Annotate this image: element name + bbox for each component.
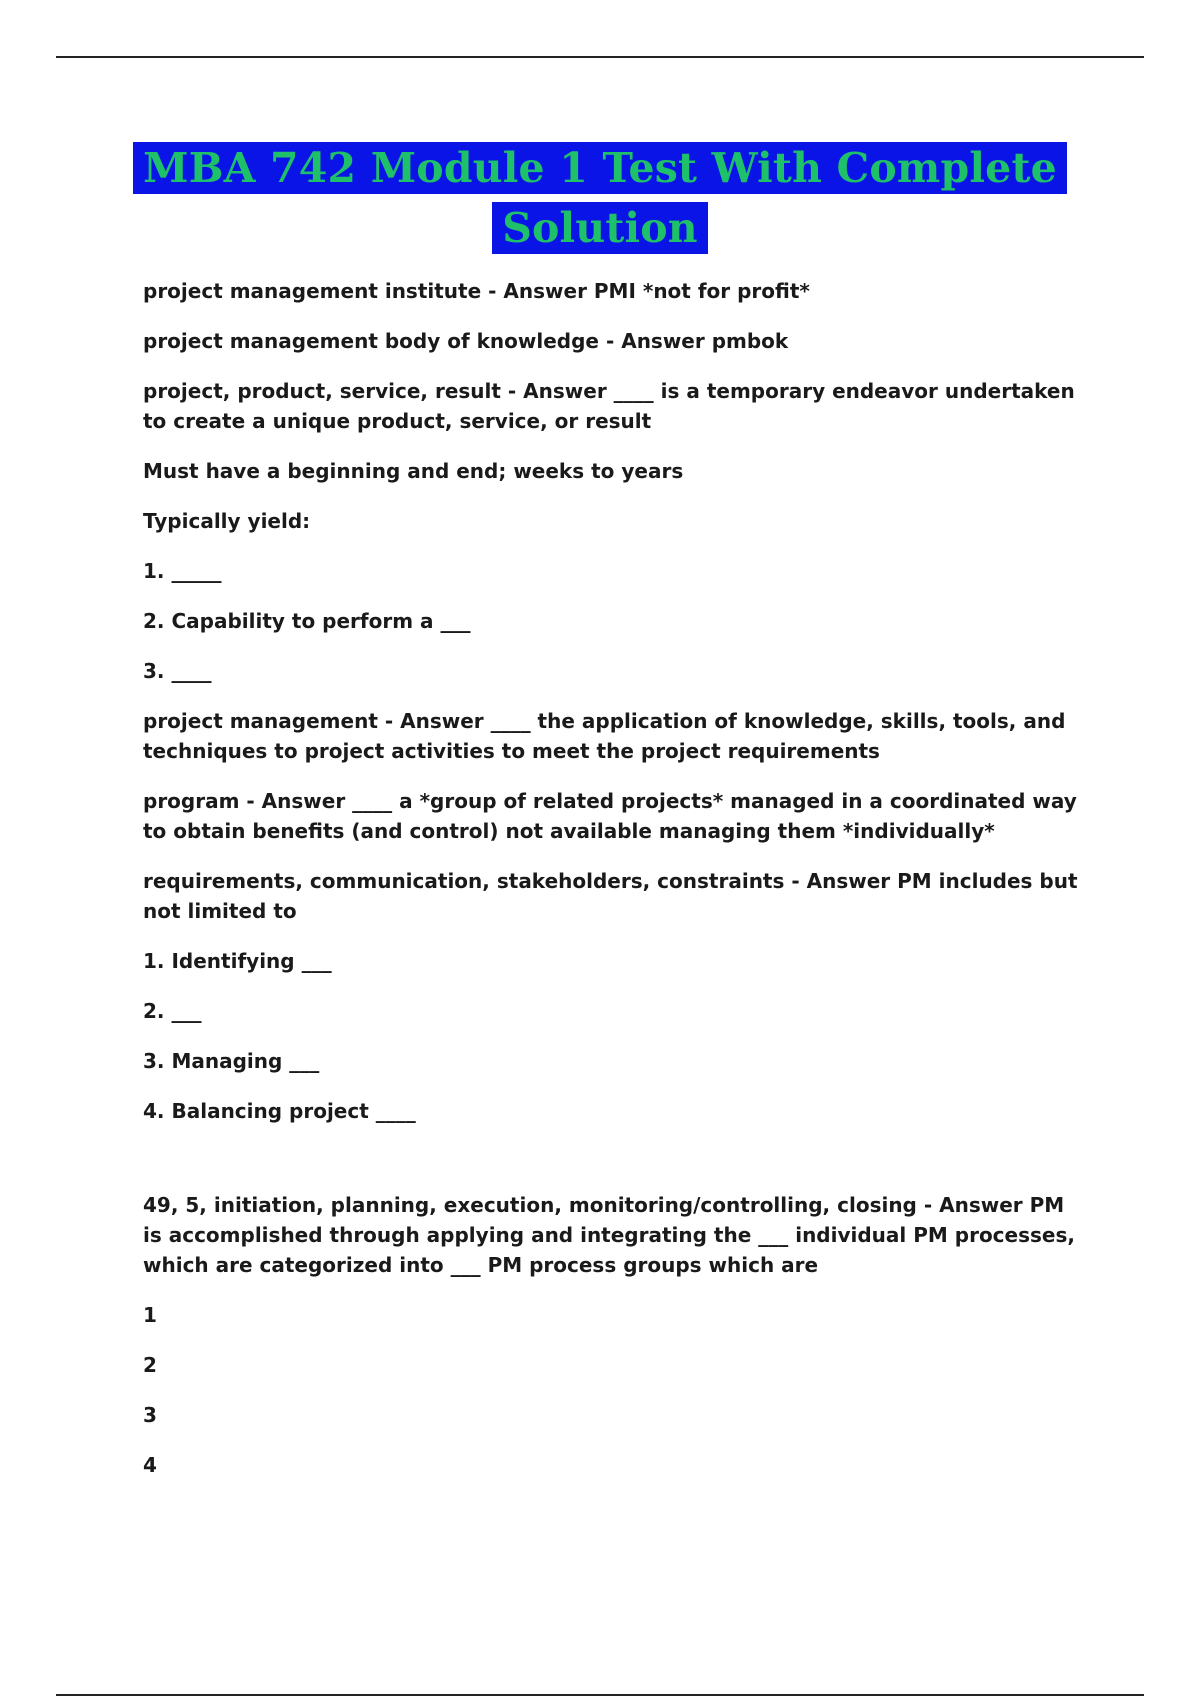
list-item: 4 (143, 1453, 157, 1477)
paragraph: program - Answer ____ a *group of related projects* managed in a coordinated way to obtain benefits (and control) not available managing them *individually* (143, 789, 1077, 843)
title-line-2: Solution (492, 202, 708, 254)
paragraph: project management institute - Answer PMI *not for profit* (143, 279, 810, 303)
document-body (143, 276, 1083, 1500)
list-item: 2. Capability to perform a ___ (143, 609, 471, 633)
paragraph: requirements, communication, stakeholders, constraints - Answer PM includes but not limited to (143, 869, 1078, 923)
document-title (0, 142, 1200, 262)
header-rule (56, 56, 1144, 58)
spacer (143, 1146, 1083, 1190)
paragraph: project, product, service, result - Answer ____ is a temporary endeavor undertaken to create a unique product, service, or result (143, 379, 1075, 433)
list-item: 3. Managing ___ (143, 1049, 320, 1073)
list-item: 1 (143, 1303, 157, 1327)
list-item: 2. ___ (143, 999, 202, 1023)
list-item: 3 (143, 1403, 157, 1427)
list-item: 1. _____ (143, 559, 222, 583)
paragraph: Must have a beginning and end; weeks to years (143, 459, 684, 483)
title-line-1: MBA 742 Module 1 Test With Complete (133, 142, 1067, 194)
paragraph: 49, 5, initiation, planning, execution, monitoring/controlling, closing - Answer PM is accomplished through applying and integrating the ___ individual PM processes, which are categorized into ___ PM process groups which are (143, 1193, 1075, 1277)
paragraph: project management - Answer ____ the application of knowledge, skills, tools, and techniques to project activities to meet the project requirements (143, 709, 1066, 763)
list-item: 2 (143, 1353, 157, 1377)
paragraph: Typically yield: (143, 509, 311, 533)
list-item: 3. ____ (143, 659, 212, 683)
list-item: 1. Identifying ___ (143, 949, 332, 973)
paragraph: project management body of knowledge - Answer pmbok (143, 329, 789, 353)
list-item: 4. Balancing project ____ (143, 1099, 416, 1123)
footer-rule (56, 1694, 1144, 1696)
